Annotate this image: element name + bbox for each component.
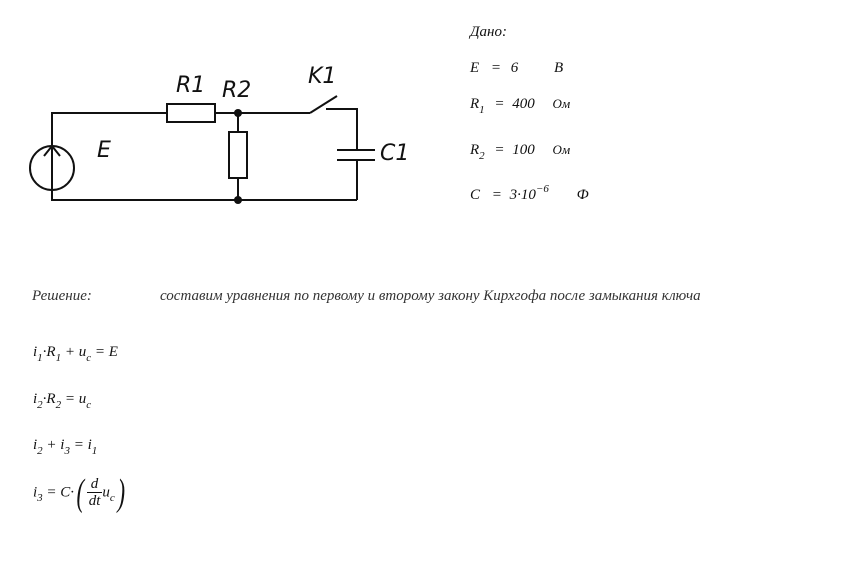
r1-symbol: R bbox=[470, 96, 480, 112]
eq2-rhs: = u bbox=[61, 391, 87, 407]
equation-4 bbox=[33, 471, 127, 514]
c-symbol: C bbox=[470, 187, 481, 203]
eq1-u: + u bbox=[61, 344, 87, 360]
r2-value: 100 bbox=[512, 142, 535, 158]
eq4-fraction bbox=[87, 476, 103, 509]
eq1-rhs: = E bbox=[91, 344, 118, 360]
r2-symbol: R bbox=[470, 142, 480, 158]
c-equals: = bbox=[491, 187, 502, 203]
label-c1: C1 bbox=[380, 141, 410, 166]
eq2-r: ·R bbox=[42, 391, 56, 407]
eq4-close-paren: ) bbox=[117, 471, 125, 514]
capacitor-c1 bbox=[337, 150, 375, 160]
resistor-r2 bbox=[229, 132, 247, 178]
r1-unit: Ом bbox=[552, 96, 571, 111]
given-e bbox=[470, 60, 563, 77]
resistor-r1 bbox=[167, 104, 215, 122]
eq4-u-sub: c bbox=[109, 491, 115, 504]
r2-unit: Ом bbox=[552, 142, 571, 157]
r2-equals: = bbox=[494, 142, 505, 158]
junction-bottom bbox=[234, 196, 242, 204]
r2-subscript: 2 bbox=[479, 150, 485, 162]
eq4-i: i bbox=[33, 484, 38, 501]
c-unit: Ф bbox=[576, 187, 589, 203]
eq4-i-sub: 3 bbox=[37, 491, 43, 504]
e-equals: = bbox=[490, 60, 502, 76]
label-r2: R2 bbox=[222, 78, 252, 103]
eq2-r-sub: 2 bbox=[55, 399, 62, 411]
c-mantissa: 3·10 bbox=[509, 187, 536, 203]
junction-top bbox=[234, 109, 242, 117]
switch-k1 bbox=[310, 96, 337, 113]
eq2-i: i bbox=[33, 391, 38, 407]
eq1-r: ·R bbox=[42, 344, 56, 360]
wire-bottom bbox=[52, 190, 357, 200]
solution-text: составим уравнения по первому и второму закону Кирхгофа после замыкания ключа bbox=[160, 288, 701, 304]
e-unit: В bbox=[554, 60, 564, 76]
eq3-i3-sub: 3 bbox=[64, 445, 70, 457]
eq2-i-sub: 2 bbox=[37, 399, 43, 411]
eq3-i2-sub: 2 bbox=[37, 445, 43, 457]
given-r2 bbox=[470, 142, 571, 162]
eq4-u: u bbox=[102, 484, 110, 501]
equation-1 bbox=[33, 344, 118, 364]
solution-label: Решение: bbox=[32, 288, 92, 304]
eq1-u-sub: c bbox=[86, 352, 92, 364]
label-source-e: E bbox=[97, 138, 111, 163]
c-exponent: −6 bbox=[535, 183, 549, 195]
equation-3 bbox=[33, 437, 98, 457]
source-arrow bbox=[44, 146, 60, 190]
eq4-mid: = C· bbox=[42, 484, 75, 501]
e-symbol: E bbox=[470, 60, 480, 76]
eq3-rhs: = i bbox=[69, 437, 92, 453]
eq4-open-paren: ( bbox=[76, 471, 85, 514]
label-r1: R1 bbox=[176, 73, 206, 98]
r1-subscript: 1 bbox=[479, 104, 485, 116]
given-r1 bbox=[470, 96, 571, 116]
eq3-rhs-sub: 1 bbox=[91, 445, 98, 457]
label-k1: K1 bbox=[308, 64, 337, 89]
wire-top-right bbox=[326, 109, 357, 150]
eq1-i: i bbox=[33, 344, 38, 360]
eq4-numerator: d bbox=[87, 476, 103, 493]
given-heading: Дано: bbox=[470, 24, 507, 40]
eq3-i2: i bbox=[33, 437, 38, 453]
equation-2 bbox=[33, 391, 92, 411]
r1-equals: = bbox=[494, 96, 505, 112]
given-c bbox=[470, 183, 589, 204]
eq1-i-sub: 1 bbox=[37, 352, 43, 364]
e-value: 6 bbox=[510, 60, 519, 76]
eq2-rhs-sub: c bbox=[86, 399, 92, 411]
eq4-denominator: dt bbox=[88, 493, 101, 509]
r1-value: 400 bbox=[512, 96, 535, 112]
eq3-i3: + i bbox=[42, 437, 65, 453]
eq1-r-sub: 1 bbox=[55, 352, 62, 364]
